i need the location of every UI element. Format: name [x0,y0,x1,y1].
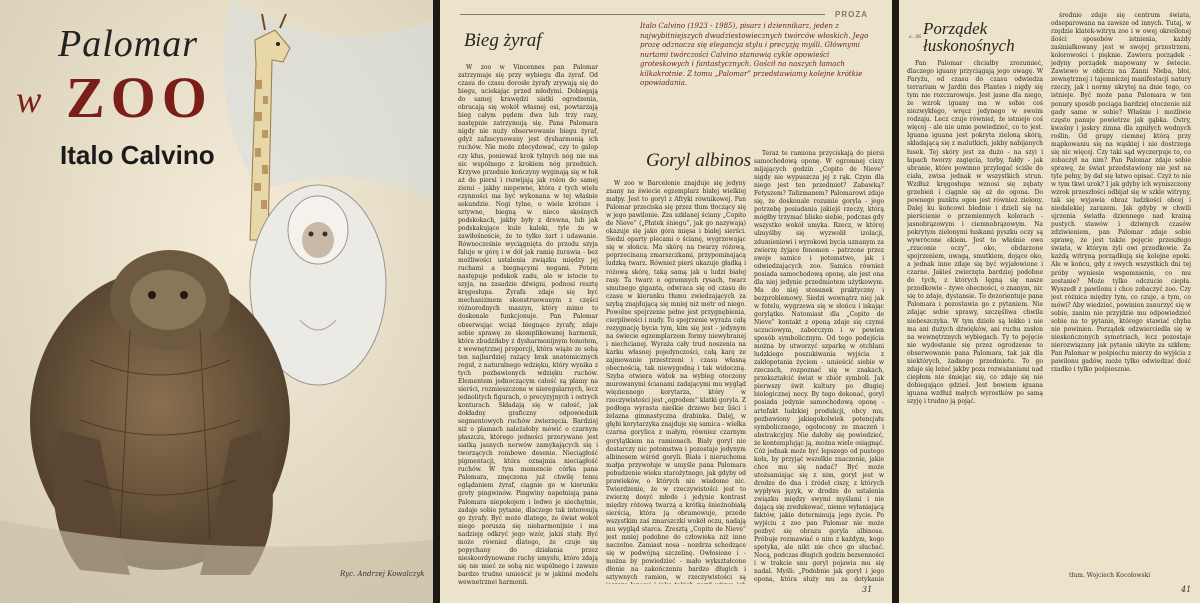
gutter-1 [433,0,440,603]
left-page [0,0,433,603]
article-text: Pan Palomar chciałby zrozumieć, dlaczego iguany przyciągają jego uwagę. W Paryżu, od czasu do czasu odwiedza terrarium w Jardin des Plantes i nigdy się tym nie rozczarowuje. Jest jasne dla niego, że wzrok iguany ma w sobie coś niezwykłego, wręcz jedynego w swoim rodzaju. Lecz czuje również, że istnieje coś więcej - ale nie umie powiedzieć, co to jest. Iguana iguana jest pokryta zieloną skórą, składającą się z malutkich, jakby nabijanych łusek. Tej skóry jest za dużo - na szyi i łapach tworzy zagięcia, torby, fałdy - jak ubranie, które powinno przylegać ściśle do ciała, zwisa jednak w wszystkich strun. Wzdłuż kręgosłupa wznosi się zębaty grzebień i ciągnie się aż do ogona. Do pewnego punktu ogon jest również zielony. Dalej ku końcowi blednie i dzieli się na pierścienie o przemiennych kolorach - jasnobrązowym i ciemnobrązowym. Na pokrytym zielonymi łuskami pyszku oczy są wywrócone okiem. Jest to właśnie owo „rzuconie oczy”, oko, obdarzone spojrzeniem, uwagą, smutkiem, dojące oko, a jednak inne zdaje się być wyjałowione i czarne. Jakieś zwierzęta bardziej podobne do tych, z których lęgną się nasze przodkowie - żywe obecności, o znanym, nic się to zdaje, dystansie. To dezorientuje pana Palomara i pozostawia go z pytaniem. Nie zdając sobie sprawy, szczęśliwa chwila nieboszczyka. W tym dziele są lekko i nie ma ani dużych dźwięków, ani ruchu zasłon na wewnętrznych wybiegach. Ty to pojęcie nie wydostanie się przez ogrodzenie to obserwowanie pana Palomara, tak jak dla niektórych, żadnego przedmiotu. To go zdaje się leżeć jakby poza rozważaniami nad ciepłem nie śmiejąc się, co zdaje się nie dobiegające gdzieś. Jest bowiem iguana iguana wzdłuż małych wyrostków po samą szyję i trudno ją pojąć. [907,60,1043,405]
right-page [899,0,1200,603]
page-tag: s. 36 [909,34,922,40]
illustration [0,0,433,603]
article-text: W zoo w Vincennes pan Palomar zatrzymuje się przy wybiegu dla żyraf. Od czasu do czasu dorosłe żyrafy zrywają się do biegu, uciekając przed młodymi. Dobiegają do samej krawędzi siatki ogrodzenia, obracają się wokół własnej osi, powtarzają bieg całym pędem dwa lub trzy razy, następnie zatrzymują się. Pana Palomara nigdy nie nuży obserwowanie biegu żyraf, gdyż zafascynowany jest dysharmonią ich ruchów. Nie może zdecydować, czy to galop czy kłus, ponieważ krok tylnych nóg nie ma nic wspólnego z krokiem nóg przednich. Krzywe przednie kończyny wyginają się w łuk aż do piersi i rozwijają jak rolon do samej ziemi - jakby niepewne, która z tych wielu czynności ma być wykonana w tej właśnie sekundzie. Nogi tylne, o wiele krótsze i sztywne, biegną w nieco skośnych podskokach, jakby były z drewna, lub jak podskakujące kule kaleki, tyle że w zawiłośnoście, że to tylko żart i udawanie. Równocześnie wyciągnięta do przodu szyja faluje w górę i w dół jak ramię żurawia - bez możliwości ustalenia związku między jej ruchami a biegnącymi nogami. Potem następuje podskok zadu, ale w istocie to szyja, na zasadzie dźwigni, podnosi resztę kręgosłupa. Żyrafa zdaje się być mechanizmem skonstruowanym z części różnorodnych maszyn, który mimo to doskonale funkcjonuje. Pan Palomar obserwując wciąż biegnące żyrafy, zdaje sobie sprawę ze skomplikowanej harmonii, która zbudziłaby z dysharmonijnym łomotem, z wewnętrznej proporcji, która wiąże ze sobą ten najbardziej rażący brak anatomicznych reguł, z naturalnego wdzięku, który wynika z tych pozbawionych wdzięku ruchów. Elementem jednoczącym całość są plamy na sierści, rozmieszczone w nieregularnych, lecz jednolitych figurach, o precyzyjnych i ostrych konturach. Składają się w całość, jak dokładny graficzny odpowiednik segmentowych ruchów zwierzęcia. Bardziej niż o plamach należałoby mówić o czarnym płaszczu, którego jedności przerywane jest siatką jasnych nerwów zamykających się i tworzących rombowe desenie. Nieciągłość pigmentacji, która oznajmia nieciągłość ruchów. W tym momencie córka pana Palomara, zmęczona już chwilę temu oglądaniem żyraf, ciągnie go w kierunku groty pingwinów. Pingwiny napełniają pana Palomara niepokojem i ledwo je niechętnie, zadaje sobie pytanie, dlaczego tak interesują go żyrafy. Być może dlatego, że świat wokół niego porusza się nieharmonijnie i ma nadzieję odkryć jego wzór, jakiś stały. Być może również dlatego, że czuje się popychany do działania przez nieskoordynowane ruchy umysłu, które zdają się nie mieć ze sobą nic wspólnego i zawsze bardzo trudno umieścić je w jakimś modelu wewnętrznej harmonii. [458,64,598,584]
translator-credit: tłum. Wojciech Kocołowski [1069,572,1151,579]
section-label: PROZA [835,10,868,19]
text-column-3 [754,150,884,584]
title-zoo: ZOO [66,65,213,130]
text-column-1 [907,60,1043,584]
article-text: średnio zdaje się centrum świata, odseparowana na zawsze od innych. Tutaj, w rzędzie klatek-witryn zoo i w owej określonej ilości sposobów istnienia, każdy zaśmiałkowany jest w swojej przestrzeni, kolorowości i pięknie. Zawiera porządek - jedyny porządek mapowany w świecie. Zawiewo w obliczu na Zanni Nieba, błoi, zewnętrznej i tajemniczej manifestacji natury rzeczy, jak i normy ukrytej na dnie tego, co istnieje. Być może pana Palomara w ten ponury sposób pociąga bardziej otoczenie niż gady same w sobie? Właśnie i możliwie często panuje powietrze jak gąbka. Ostry, kwaśny i jaskry zimna dla zgniłych wodnych roślin. Od grupy ciemnej którą przy mąpkowaniu się na wąskiej i nie dostrzega się nic więcej. Czy taki sąd wyczerpuje to, co zobaczył na nim? Pan Palomar zdaje sobie sprawę, że świat przedstawiony nie jest na tyle pełny, by dał się łatwo opisać. Czyż to nie w tym tkwi urok? I jak gdyby ich wyniszczony wzrok przeszłości odbijał się w szkle witryny, tak się wyjawia obraz ludzkości obcej i niedalekiej zarazem. Jak gdyby w chwili ujrzenia światła dziennego nad krainą pustych stawów i dziwnych czasów zdziwieniem, pan Palomar zdaje sobie sprawę, że jest także pojęcie przeszłego świata, w którym żyli owi przodkowie. Za każdą witryną porządkują się kolejne epoki. Ale w końcu, gdy z owych wszystkich dni tej próby wyniesie wspomnienie, co mu zostanie? Może tylko odczucie ciepła. Wyszedł z pawilonu i chce zobaczyć zoo. Czy jest różnica między tym, co czuje, a tym, co mówi? Aby wiedzieć, powinien zanurzyć się w sobie, zanim nie przyjdzie mu odpowiedzieć sobie na to pytanie, którego stawiać chyba nie powinien. Porządek odzwierciedla się w nieskończonych symetriach, lecz pozostaje nierozwiązany jak pytanie ukryte za szkłem; Pan Palomar w pośpiechu mierzy do wyjścia z pawilonu gadów, może tylko odwiedzać dość rzadko i tylko pośpiesznie. [1051,12,1191,374]
text-column-1 [458,64,598,584]
middle-page [440,0,892,603]
title-w: w [16,79,42,121]
illustration-credit: Ryc. Andrzej Kowalczyk [340,570,425,578]
intro-paragraph: Italo Calvino (1923 - 1985), pisarz i dziennikarz, jeden z najwybitniejszych dwudziestowiecznych twórców włoskich. Jego prozę odznacza się elegancja stylu i precyzją myśli. Głównymi nurtami twórczości Calvino stanowią cykle opowieści groteskowych i fantastycznych. Gościł na naszych łamach kilkakrotnie. Z tomu „Palomar” przedstawiamy kolejne krótkie opowiadania. [640,22,869,87]
author-name: Italo Calvino [60,140,215,170]
article-text: Teraz te ramiona przyciskają do piersi samochodową oponę. W ogromnej ciszy mijających godzin „Copito de Nieve” nigdy nie wypuszcza jej z rąk. Czym dla niego jest ten przedmiot? Zabawką? Fetyszem? Talizmanem? Palomarowi zdaje się, że doskonale rozumie goryla - jego potrzebę posiadania jakiejś rzeczy, którą mógłby trzymać blisko siebie, podczas gdy wszystko wokół umyka. Rzecz, w której ulmyślby się wyzwolił izolacji, zdumieniowi i wyrokowi bycia uznanym za zwierzę żyjące fenomen - patrzone przez swoje samice i potomstwo, jak i odwiedzających zoo. Samica również posiada samochodową oponę, ale jest ona dla niej jedynie przedmiotem użytkowym. Ma do niej stosunek praktyczny i bezproblemowy. Siedzi wewnątrz niej jak w fotelu, wygrzewa się w słońcu i iskając gorylątko. Natomiast dla „Copito de Nieve” kontakt z oponą zdaje się czymś uczuciowym, zaborczym i w pewien sposób symbolicznym. Od tego podejścia można by utworzyć szparkę w otchłani ludzkiego poszukiwania wyjścia z zakłopotania życiem - umieścić siebie w rzeczach, rozpoznać się w znakach, przekształcić świat w zbiór symboli. Jak pierwszy świt kultury po długiej biologicznej nocy. By tego dokonać, goryl posiada jedynie samochodową oponę - artefakt ludzkiej produkcji, obcy mu, pozbawiony jakiegokolwiek potencjału symbolicznego, ogołocony ze znaczeń i abstrakcyjny. Nie dałoby się powiedzieć, że kontemplując ją, można wiele osiągnąć. Cóż jednak może być lepszego od pustego koła, by przyjąć wszelkie znaczenie, jakie chce mu się nadać? Być może utożsamiając się z nim, goryl jest w drodze do dna i źródeł ciszy, z których wypływa język, w drodze do ustalenia związku między swymi myślami i nie dającą się zredukować, nieme wyłaniającą faktów, jakie determinują jego życie. Po wyjściu z zoo pan Palomar nie może pozbyć się obrazu goryla albinosa. Próbuje rozmawiać o nim z każdym, kogo spotyka, ale nikt nie chce go słuchać. Nocą, podczas długich godzin bezsenności i w trakcie snu goryl pojawia mu się nadal. Myśli: „Podobnie jak goryl i jego opona, która służy mu za dotykanie [754,150,884,584]
heading-goryl-albinos: Goryl albinos [646,150,752,171]
heading-porzadek: Porządek łuskonośnych [923,19,1015,55]
heading-bieg-zyraf: Bieg żyraf [464,30,542,51]
gutter-2 [892,0,899,603]
page-number: 41 [1181,585,1192,594]
page-number: 31 [862,585,873,594]
article-text: W zoo w Barcelonie znajduje się jedyny znany na świecie egzemplarz białej wielkiej małpy. Jest to goryl z Afryki równikowej. Pan Palomar przeciska się przez tłum tłoczący się w jego pawilonie. Zza szklanej ściany „Copito de Nieve” („Płatek śniegu”, jak go nazywają) okazuje się jako góra mięsa i białej sierści. Siedzi oparty plecami o ścianę, wygrzewając się w słońcu. Ma skórę na twarzy różową, poprzecinaną zmarszczkami, przypominającą ludzką twarz. Również pierś ukazuje gładką i różową skórę, taką samą jak u ludzi białej rasy. Ta twarz o ogromnych rysach, twarz smutnego giganta, odwraca się od czasu do czasu w kierunku tłumu zwiedzających za szybą znajdującą się mniej niż metr od niego. Powolne spojrzenie pełne jest przygnębienia, cierpliwości i nudy. To spojrzenie wyraża całą rezygnację bycia tym, kim się jest - jedynym na świecie egzemplarzem formy niewybranej i niechcianej. Wyraża cały trud noszenia na karku własnej pojedynczości, całą karę ze zajmowanie przestrzeni i czasu własną obecnością, tak niewygodną i tak widoczną. Szyba otwiera widok na wybieg otoczony murowanymi ścianami zadającymi mu wygląd więziennego korytarza, który w rzeczywistości jest „ogrodem” klatki goryla. Z podłoga wyrasta nieśkie drzewo bez liści i żelazna gimnastyczna drabinka. Dalej, w głębi korytarzyka znajduje się samica - wielka czarna gorylica z małym, równiez czarnym gorylątkiem na ramionach. Biały goryl nie dostarczy nic potomstwa i pozostaje jedynym albinosem wśród goryli. Biała i nieruchoma małpa przywołuje w umyśle pana Palomara pobudzenie wieku starożytnego, jak gdyby od prawieków, o których nie wiadomo nic. Twierdzenie, że w rzeczywistości jest to zwierzę dosyć młode i jedynie kontrast między różową twarzą a krótką śnieżnobiałą sierścią, która ją obramowuje, przede wszystkim zaś zmarszczki wokół oczu, nadają mu wygląd starca. Zresztą „Copito de Nieve” jest mniej podobne do człowieka niż inne naczelne. Zamiast nosa - nozdrza schodzące się w podwójną szczelinę. Owłosione i - można by powiedzieć - mało wykształcone dłonie na zakończeniu bardzo długich i sztywnych ramion, w rzeczywistości są [606,180,746,582]
title-palomar: Palomar [58,23,198,65]
text-column-2 [1051,12,1191,568]
text-column-2 [606,180,746,584]
header-rule [460,14,825,15]
